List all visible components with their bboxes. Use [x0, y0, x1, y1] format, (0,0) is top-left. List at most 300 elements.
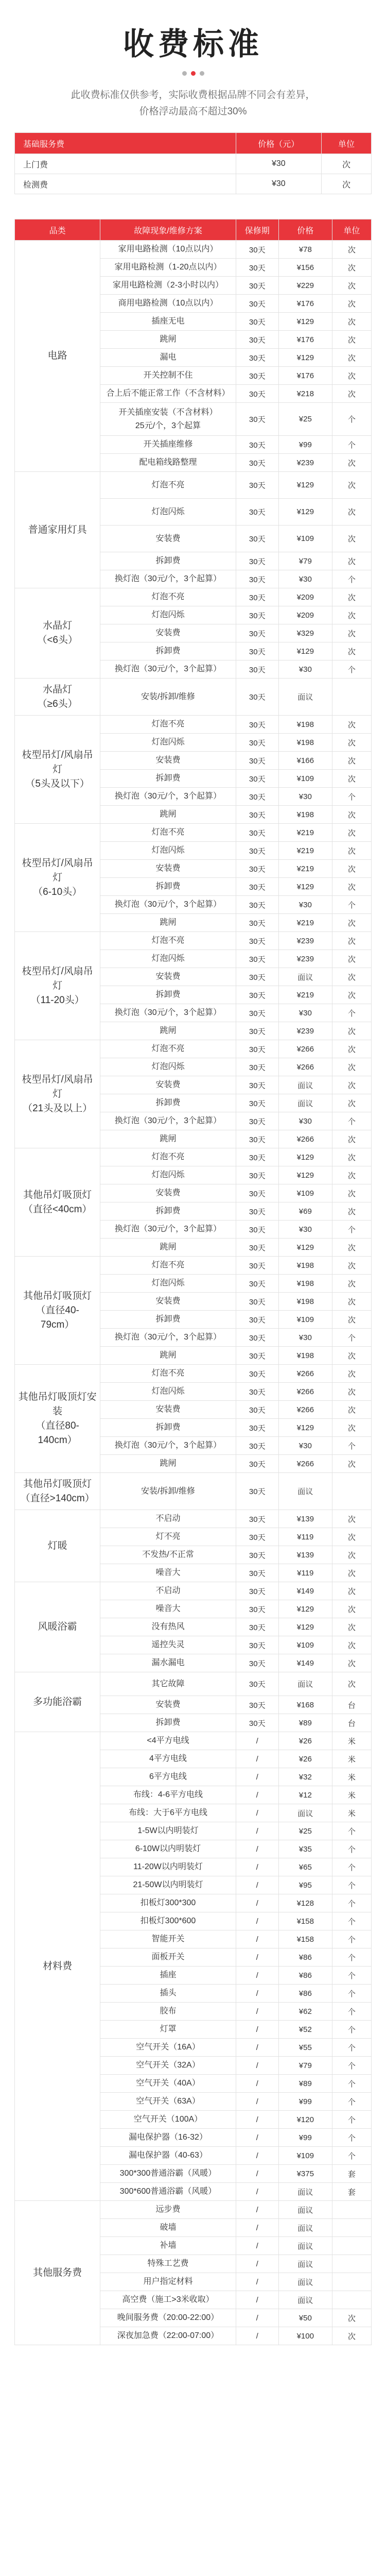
warranty-cell: 30天 [236, 914, 278, 932]
service-cell: 漏电保护器（16-32） [100, 2129, 236, 2147]
price-cell: ¥99 [278, 436, 332, 454]
service-cell: 跳闸 [100, 914, 236, 932]
price-cell: ¥239 [278, 950, 332, 968]
unit-cell: 次 [332, 1618, 371, 1636]
carousel-dots [0, 71, 386, 76]
unit-cell: 个 [332, 1967, 371, 1985]
unit-cell: 次 [332, 1401, 371, 1419]
price-cell: ¥198 [278, 1275, 332, 1293]
price-cell: ¥30 [278, 1004, 332, 1022]
table-row [15, 1582, 372, 1600]
warranty-cell: 30天 [236, 842, 278, 860]
warranty-cell: 30天 [236, 1257, 278, 1275]
warranty-cell: / [236, 1894, 278, 1912]
unit-cell: 次 [332, 968, 371, 986]
price-cell: ¥120 [278, 2111, 332, 2129]
warranty-cell: 30天 [236, 1112, 278, 1130]
warranty-cell: 30天 [236, 878, 278, 896]
price-cell: ¥78 [278, 241, 332, 259]
service-cell: 6平方电线 [100, 1768, 236, 1786]
unit-cell: 次 [332, 1166, 371, 1184]
price-cell: ¥266 [278, 1040, 332, 1058]
unit-cell: 次 [332, 950, 371, 968]
price-cell: ¥119 [278, 1528, 332, 1546]
service-cell: 安装/拆卸/维修 [100, 1473, 236, 1510]
price-cell: ¥129 [278, 349, 332, 367]
price-cell: ¥69 [278, 1202, 332, 1221]
category-cell: 灯暖 [15, 1510, 100, 1582]
service-cell: 配电箱线路整理 [100, 454, 236, 472]
service-cell: 遥控失灵 [100, 1636, 236, 1654]
warranty-cell: 30天 [236, 1383, 278, 1401]
price-cell: ¥239 [278, 932, 332, 950]
warranty-cell: / [236, 2129, 278, 2147]
unit-cell: 个 [332, 660, 371, 679]
warranty-cell: 30天 [236, 986, 278, 1004]
service-cell: 噪音大 [100, 1600, 236, 1618]
warranty-cell: 30天 [236, 552, 278, 570]
category-cell: 其他吊灯吸顶灯 （直径40- 79cm） [15, 1257, 100, 1365]
price-cell: 面议 [278, 2273, 332, 2291]
price-cell: ¥129 [278, 1148, 332, 1166]
unit-cell [332, 2291, 371, 2309]
warranty-cell: 30天 [236, 950, 278, 968]
price-cell: ¥30 [278, 570, 332, 588]
service-cell: 安装费 [100, 1401, 236, 1419]
price-cell: ¥375 [278, 2165, 332, 2183]
table-row [15, 679, 372, 716]
price-cell: ¥219 [278, 914, 332, 932]
base-fee-row [15, 174, 372, 194]
service-cell: 漏水漏电 [100, 1654, 236, 1672]
service-cell: 噪音大 [100, 1564, 236, 1582]
price-cell: ¥109 [278, 1311, 332, 1329]
unit-cell: 次 [332, 1058, 371, 1076]
warranty-cell: 30天 [236, 588, 278, 606]
unit-cell: 次 [332, 499, 371, 526]
warranty-cell: 30天 [236, 1528, 278, 1546]
warranty-cell: 30天 [236, 1148, 278, 1166]
unit-cell: 个 [332, 1858, 371, 1876]
service-cell: 灯泡闪烁 [100, 1058, 236, 1076]
price-cell: ¥219 [278, 986, 332, 1004]
warranty-cell: 30天 [236, 752, 278, 770]
category-cell: 风暖浴霸 [15, 1582, 100, 1672]
unit-cell: 个 [332, 436, 371, 454]
unit-cell: 次 [332, 986, 371, 1004]
price-cell: ¥100 [278, 2327, 332, 2345]
service-cell: 灯不亮 [100, 1528, 236, 1546]
unit-cell: 次 [332, 1239, 371, 1257]
unit-cell: 次 [332, 1257, 371, 1275]
service-cell: 11-20W以内明装灯 [100, 1858, 236, 1876]
price-cell: 面议 [278, 1094, 332, 1112]
service-cell: 不发热/不正常 [100, 1546, 236, 1564]
price-cell: ¥198 [278, 1347, 332, 1365]
service-cell: 特殊工艺费 [100, 2255, 236, 2273]
warranty-cell: 30天 [236, 1696, 278, 1714]
service-cell: 6-10W以内明装灯 [100, 1840, 236, 1858]
bottom-spacer [0, 2345, 386, 2366]
price-cell: ¥26 [278, 1732, 332, 1750]
price-cell: 面议 [278, 2291, 332, 2309]
base-fee-header-unit: 单位 [321, 133, 371, 154]
unit-cell: 个 [332, 2003, 371, 2021]
price-cell: ¥176 [278, 331, 332, 349]
warranty-cell: 30天 [236, 642, 278, 660]
price-cell: ¥129 [278, 1419, 332, 1437]
warranty-cell: / [236, 1768, 278, 1786]
unit-cell: 次 [332, 806, 371, 824]
unit-cell [332, 2201, 371, 2219]
service-cell: 漏电保护器（40-63） [100, 2147, 236, 2165]
table-row [15, 824, 372, 842]
service-cell: 家用电路检测（1-20点以内） [100, 259, 236, 277]
warranty-cell: / [236, 2327, 278, 2345]
price-cell: 面议 [278, 2201, 332, 2219]
service-cell: 换灯泡（30元/个，3个起算） [100, 1329, 236, 1347]
unit-cell [332, 2237, 371, 2255]
unit-cell: 次 [332, 1202, 371, 1221]
price-cell: ¥25 [278, 403, 332, 436]
category-cell: 水晶灯 （≥6头） [15, 679, 100, 716]
unit-cell: 次 [332, 1293, 371, 1311]
page-title: 收费标准 [123, 27, 263, 61]
price-cell: ¥119 [278, 1564, 332, 1582]
service-cell: 灯泡闪烁 [100, 1383, 236, 1401]
warranty-cell: 30天 [236, 1365, 278, 1383]
unit-cell: 次 [332, 1672, 371, 1696]
price-cell: 面议 [278, 2237, 332, 2255]
unit-cell: 个 [332, 1329, 371, 1347]
unit-cell: 个 [332, 570, 371, 588]
warranty-cell: / [236, 2147, 278, 2165]
price-cell: 面议 [278, 1473, 332, 1510]
unit-cell: 米 [332, 1732, 371, 1750]
category-cell: 普通家用灯具 [15, 472, 100, 588]
unit-cell: 次 [332, 2327, 371, 2345]
warranty-cell: 30天 [236, 367, 278, 385]
category-cell: 枝型吊灯/风扇吊灯 （21头及以上） [15, 1040, 100, 1148]
unit-cell: 次 [332, 1076, 371, 1094]
unit-cell: 次 [332, 313, 371, 331]
warranty-cell: 30天 [236, 860, 278, 878]
service-cell: 漏电 [100, 349, 236, 367]
warranty-cell: 30天 [236, 716, 278, 734]
warranty-cell: 30天 [236, 1311, 278, 1329]
unit-cell: 个 [332, 2129, 371, 2147]
warranty-cell: 30天 [236, 1546, 278, 1564]
service-cell: 布线：4-6平方电线 [100, 1786, 236, 1804]
service-cell: 跳闸 [100, 1347, 236, 1365]
warranty-cell: 30天 [236, 259, 278, 277]
service-cell: 跳闸 [100, 1455, 236, 1473]
table-row [15, 1672, 372, 1696]
unit-cell: 次 [332, 1654, 371, 1672]
unit-cell: 次 [332, 842, 371, 860]
service-cell: 空气开关（32A） [100, 2057, 236, 2075]
warranty-cell: / [236, 2111, 278, 2129]
price-cell: 面议 [278, 1076, 332, 1094]
warranty-cell: 30天 [236, 570, 278, 588]
table-row [15, 2201, 372, 2219]
service-cell: 换灯泡（30元/个，3个起算） [100, 1437, 236, 1455]
unit-cell: 个 [332, 1437, 371, 1455]
service-cell: 智能开关 [100, 1930, 236, 1948]
unit-cell: 个 [332, 2111, 371, 2129]
warranty-cell: 30天 [236, 349, 278, 367]
main-fee-table [14, 219, 372, 2345]
warranty-cell: / [236, 1930, 278, 1948]
price-cell: ¥129 [278, 878, 332, 896]
price-cell: ¥239 [278, 454, 332, 472]
unit-cell: 次 [332, 472, 371, 499]
service-cell: 扣板灯300*600 [100, 1912, 236, 1930]
warranty-cell: 30天 [236, 1510, 278, 1528]
base-fee-table [14, 132, 372, 194]
price-cell: ¥55 [278, 2039, 332, 2057]
service-cell: 安装费 [100, 1184, 236, 1202]
price-cell: ¥209 [278, 606, 332, 624]
unit-cell: 次 [332, 914, 371, 932]
service-cell: 换灯泡（30元/个，3个起算） [100, 570, 236, 588]
warranty-cell: 30天 [236, 1636, 278, 1654]
category-cell: 其他吊灯吸顶灯 （直径<40cm） [15, 1148, 100, 1257]
warranty-cell: / [236, 2039, 278, 2057]
unit-cell: 次 [332, 624, 371, 642]
service-cell: 安装费 [100, 526, 236, 552]
category-cell: 其他吊灯吸顶灯 （直径>140cm） [15, 1473, 100, 1510]
warranty-cell: 30天 [236, 788, 278, 806]
price-cell: ¥109 [278, 2147, 332, 2165]
base-fee-header-row [15, 133, 372, 154]
unit-cell: 个 [332, 2057, 371, 2075]
price-cell: ¥209 [278, 588, 332, 606]
price-cell: ¥30 [278, 1112, 332, 1130]
price-cell: ¥99 [278, 2093, 332, 2111]
warranty-cell: 30天 [236, 1293, 278, 1311]
service-cell: 扣板灯300*300 [100, 1894, 236, 1912]
price-cell: ¥30 [278, 1329, 332, 1347]
category-cell: 枝型吊灯/风扇吊灯 （6-10头） [15, 824, 100, 932]
service-cell: 灯泡不亮 [100, 1257, 236, 1275]
price-cell: ¥229 [278, 277, 332, 295]
service-cell: 换灯泡（30元/个，3个起算） [100, 660, 236, 679]
warranty-cell: 30天 [236, 1329, 278, 1347]
price-cell: ¥219 [278, 824, 332, 842]
unit-cell: 次 [332, 1383, 371, 1401]
warranty-cell: 30天 [236, 1058, 278, 1076]
warranty-cell: 30天 [236, 295, 278, 313]
main-fee-section [14, 219, 372, 2345]
warranty-cell: 30天 [236, 1076, 278, 1094]
warranty-cell: 30天 [236, 403, 278, 436]
price-cell: ¥26 [278, 1750, 332, 1768]
table-row [15, 1365, 372, 1383]
table-row [15, 1257, 372, 1275]
service-cell: 商用电路检测（10点以内） [100, 295, 236, 313]
unit-cell: 台 [332, 1714, 371, 1732]
warranty-cell: 30天 [236, 1022, 278, 1040]
warranty-cell: / [236, 1786, 278, 1804]
service-cell: 空气开关（100A） [100, 2111, 236, 2129]
price-cell: ¥30 [278, 1221, 332, 1239]
service-cell: 空气开关（16A） [100, 2039, 236, 2057]
warranty-cell: / [236, 2219, 278, 2237]
header-service: 故障现象/维修方案 [100, 219, 236, 241]
category-cell: 电路 [15, 241, 100, 472]
notice-line-1: 此收费标准仅供参考，实际收费根据品牌不同会有差异， [71, 90, 315, 100]
unit-cell: 个 [332, 1221, 371, 1239]
warranty-cell: / [236, 1967, 278, 1985]
unit-cell [332, 1473, 371, 1510]
service-cell: 不启动 [100, 1510, 236, 1528]
price-cell: ¥32 [278, 1768, 332, 1786]
warranty-cell: 30天 [236, 1618, 278, 1636]
warranty-cell: 30天 [236, 1473, 278, 1510]
base-fee-unit: 次 [321, 154, 371, 174]
base-fee-price: ¥30 [236, 174, 321, 194]
service-cell: 拆卸费 [100, 642, 236, 660]
service-cell: 开关控制不住 [100, 367, 236, 385]
unit-cell: 次 [332, 932, 371, 950]
service-cell: 1-5W以内明装灯 [100, 1822, 236, 1840]
warranty-cell: / [236, 1985, 278, 2003]
price-cell: ¥266 [278, 1455, 332, 1473]
service-cell: 21-50W以内明装灯 [100, 1876, 236, 1894]
service-cell: 灯泡不亮 [100, 588, 236, 606]
service-cell: 灯泡不亮 [100, 472, 236, 499]
price-cell: ¥79 [278, 552, 332, 570]
price-cell: 面议 [278, 2183, 332, 2201]
service-cell: 灯泡不亮 [100, 824, 236, 842]
price-cell: ¥30 [278, 1437, 332, 1455]
unit-cell: 次 [332, 824, 371, 842]
price-cell: 面议 [278, 1804, 332, 1822]
table-row [15, 472, 372, 499]
warranty-cell: 30天 [236, 1455, 278, 1473]
warranty-cell: 30天 [236, 1239, 278, 1257]
warranty-cell: 30天 [236, 932, 278, 950]
section-gap [0, 194, 386, 219]
price-cell: ¥128 [278, 1894, 332, 1912]
unit-cell: 个 [332, 2075, 371, 2093]
unit-cell: 次 [332, 1636, 371, 1654]
service-cell: 灯泡闪烁 [100, 734, 236, 752]
service-cell: 300*300普通浴霸（风暖） [100, 2165, 236, 2183]
service-cell: 空气开关（63A） [100, 2093, 236, 2111]
price-cell: ¥109 [278, 770, 332, 788]
unit-cell: 次 [332, 716, 371, 734]
table-row [15, 1148, 372, 1166]
warranty-cell: / [236, 2093, 278, 2111]
price-cell: ¥95 [278, 1876, 332, 1894]
category-cell: 其他服务费 [15, 2201, 100, 2345]
service-cell: 不启动 [100, 1582, 236, 1600]
warranty-cell: 30天 [236, 606, 278, 624]
price-cell: ¥52 [278, 2021, 332, 2039]
unit-cell: 次 [332, 552, 371, 570]
unit-cell: 个 [332, 1004, 371, 1022]
price-cell: ¥198 [278, 716, 332, 734]
service-cell: 开关插座安装（不含材料） 25元/个，3个起算 [100, 403, 236, 436]
price-cell: ¥12 [278, 1786, 332, 1804]
unit-cell: 次 [332, 385, 371, 403]
service-cell: 跳闸 [100, 1022, 236, 1040]
price-cell: ¥86 [278, 1985, 332, 2003]
unit-cell: 次 [332, 1510, 371, 1528]
service-cell: 换灯泡（30元/个，3个起算） [100, 1112, 236, 1130]
unit-cell [332, 2219, 371, 2237]
price-cell: ¥158 [278, 1930, 332, 1948]
unit-cell: 台 [332, 1696, 371, 1714]
price-cell: ¥129 [278, 642, 332, 660]
warranty-cell: / [236, 1750, 278, 1768]
warranty-cell: 30天 [236, 1166, 278, 1184]
unit-cell [332, 679, 371, 716]
unit-cell: 次 [332, 259, 371, 277]
service-cell: 灯泡闪烁 [100, 950, 236, 968]
unit-cell: 次 [332, 1419, 371, 1437]
service-cell: 换灯泡（30元/个，3个起算） [100, 1221, 236, 1239]
unit-cell: 次 [332, 1528, 371, 1546]
price-cell: ¥156 [278, 259, 332, 277]
price-cell: ¥219 [278, 842, 332, 860]
service-cell: 灯泡不亮 [100, 932, 236, 950]
unit-cell: 米 [332, 1804, 371, 1822]
header-unit: 单位 [332, 219, 371, 241]
price-cell: ¥86 [278, 1967, 332, 1985]
warranty-cell: 30天 [236, 385, 278, 403]
price-cell: ¥158 [278, 1912, 332, 1930]
price-cell: 面议 [278, 2219, 332, 2237]
warranty-cell: 30天 [236, 313, 278, 331]
warranty-cell: / [236, 1858, 278, 1876]
service-cell: 家用电路检测（2-3小时以内） [100, 277, 236, 295]
service-cell: 换灯泡（30元/个，3个起算） [100, 788, 236, 806]
service-cell: 灯泡不亮 [100, 1148, 236, 1166]
unit-cell: 个 [332, 403, 371, 436]
price-cell: ¥129 [278, 1618, 332, 1636]
price-cell: ¥266 [278, 1365, 332, 1383]
service-cell: 换灯泡（30元/个，3个起算） [100, 896, 236, 914]
service-cell: 没有热风 [100, 1618, 236, 1636]
service-cell: 安装费 [100, 860, 236, 878]
unit-cell: 次 [332, 1455, 371, 1473]
service-cell: 跳闸 [100, 1239, 236, 1257]
header-category: 品类 [15, 219, 100, 241]
warranty-cell: 30天 [236, 1437, 278, 1455]
price-cell: ¥149 [278, 1654, 332, 1672]
service-cell: 灯泡闪烁 [100, 1166, 236, 1184]
warranty-cell: 30天 [236, 1600, 278, 1618]
price-cell: ¥266 [278, 1383, 332, 1401]
category-cell: 水晶灯 （<6头） [15, 588, 100, 679]
notice-text [0, 87, 386, 120]
service-cell: 拆卸费 [100, 1202, 236, 1221]
unit-cell: 次 [332, 349, 371, 367]
warranty-cell: / [236, 2201, 278, 2219]
warranty-cell: / [236, 2291, 278, 2309]
price-cell: ¥198 [278, 734, 332, 752]
warranty-cell: 30天 [236, 624, 278, 642]
service-cell: 灯泡不亮 [100, 1040, 236, 1058]
header-warranty: 保修期 [236, 219, 278, 241]
service-cell: 其它故障 [100, 1672, 236, 1696]
header-price: 价格 [278, 219, 332, 241]
warranty-cell: 30天 [236, 679, 278, 716]
price-cell: 面议 [278, 679, 332, 716]
